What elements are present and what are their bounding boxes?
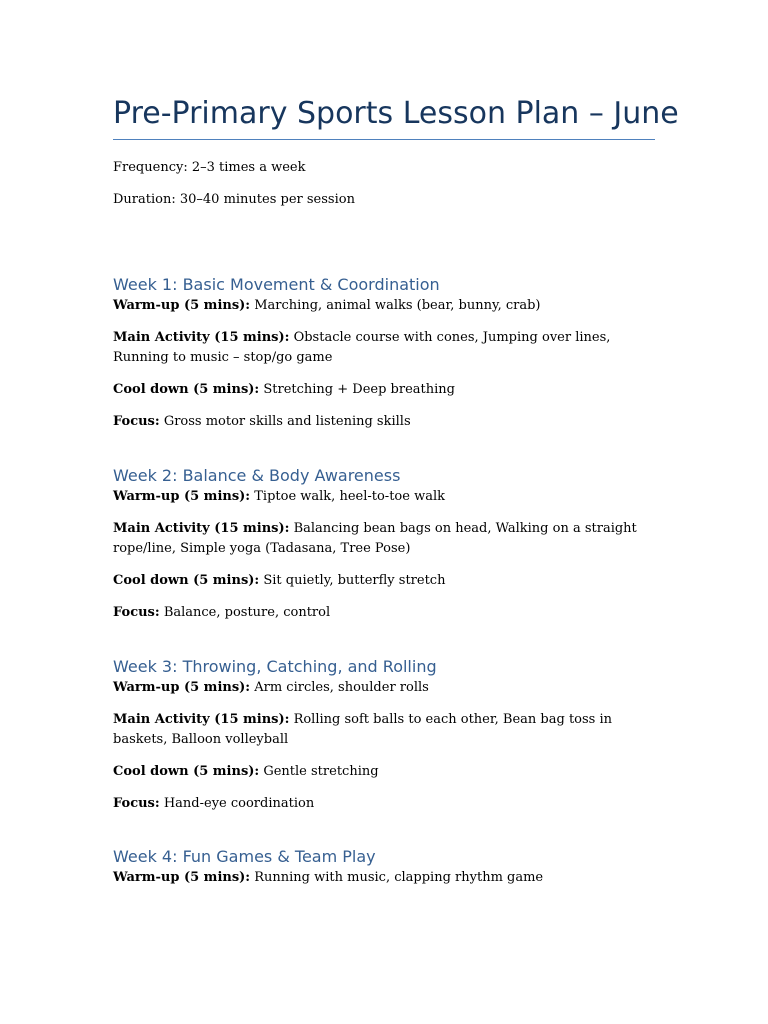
- item-label: Focus:: [113, 605, 160, 620]
- duration-line: Duration: 30–40 minutes per session: [113, 192, 355, 207]
- item-text: Marching, animal walks (bear, bunny, crab): [250, 298, 541, 313]
- warmup-item: [113, 868, 658, 888]
- cooldown-item: [113, 380, 658, 400]
- item-label: Main Activity (15 mins):: [113, 330, 290, 345]
- item-label: Cool down (5 mins):: [113, 573, 260, 588]
- item-label: Warm-up (5 mins):: [113, 298, 251, 313]
- week-heading: Week 1: Basic Movement & Coordination: [113, 275, 440, 294]
- warmup-item: [113, 296, 658, 316]
- item-text: Sit quietly, butterfly stretch: [259, 573, 446, 588]
- item-text: Stretching + Deep breathing: [259, 382, 455, 397]
- week-2-section: [113, 465, 658, 635]
- main-activity-item: [113, 328, 658, 368]
- item-label: Warm-up (5 mins):: [113, 489, 251, 504]
- cooldown-item: [113, 571, 658, 591]
- title-underline: [113, 139, 655, 140]
- week-heading: Week 4: Fun Games & Team Play: [113, 847, 376, 866]
- item-text: Balancing bean bags on head, Walking on a straight rope/line, Simple yoga (Tadasana, Tree Pose): [113, 521, 637, 556]
- item-text: Rolling soft balls to each other, Bean bag toss in baskets, Balloon volleyball: [113, 712, 613, 747]
- item-text: Arm circles, shoulder rolls: [250, 680, 429, 695]
- main-activity-item: [113, 710, 658, 750]
- week-4-section: [113, 846, 658, 900]
- document-title: Pre-Primary Sports Lesson Plan – June: [113, 96, 679, 131]
- frequency-line: Frequency: 2–3 times a week: [113, 160, 306, 175]
- week-1-section: [113, 274, 658, 444]
- item-label: Main Activity (15 mins):: [113, 521, 290, 536]
- week-3-section: [113, 656, 658, 826]
- focus-item: [113, 794, 658, 814]
- item-text: Gross motor skills and listening skills: [159, 414, 411, 429]
- week-heading: Week 2: Balance & Body Awareness: [113, 466, 401, 485]
- item-text: Hand-eye coordination: [159, 796, 315, 811]
- item-label: Cool down (5 mins):: [113, 764, 260, 779]
- focus-item: [113, 603, 658, 623]
- main-activity-item: [113, 519, 658, 559]
- item-text: Balance, posture, control: [159, 605, 331, 620]
- item-text: Running with music, clapping rhythm game: [250, 870, 544, 885]
- warmup-item: [113, 678, 658, 698]
- cooldown-item: [113, 762, 658, 782]
- item-label: Focus:: [113, 414, 160, 429]
- item-label: Warm-up (5 mins):: [113, 870, 251, 885]
- item-label: Main Activity (15 mins):: [113, 712, 290, 727]
- item-label: Focus:: [113, 796, 160, 811]
- week-heading: Week 3: Throwing, Catching, and Rolling: [113, 657, 437, 676]
- warmup-item: [113, 487, 658, 507]
- focus-item: [113, 412, 658, 432]
- item-label: Warm-up (5 mins):: [113, 680, 251, 695]
- item-text: Tiptoe walk, heel-to-toe walk: [250, 489, 445, 504]
- item-text: Gentle stretching: [259, 764, 379, 779]
- item-label: Cool down (5 mins):: [113, 382, 260, 397]
- item-text: Obstacle course with cones, Jumping over lines, Running to music – stop/go game: [113, 330, 611, 365]
